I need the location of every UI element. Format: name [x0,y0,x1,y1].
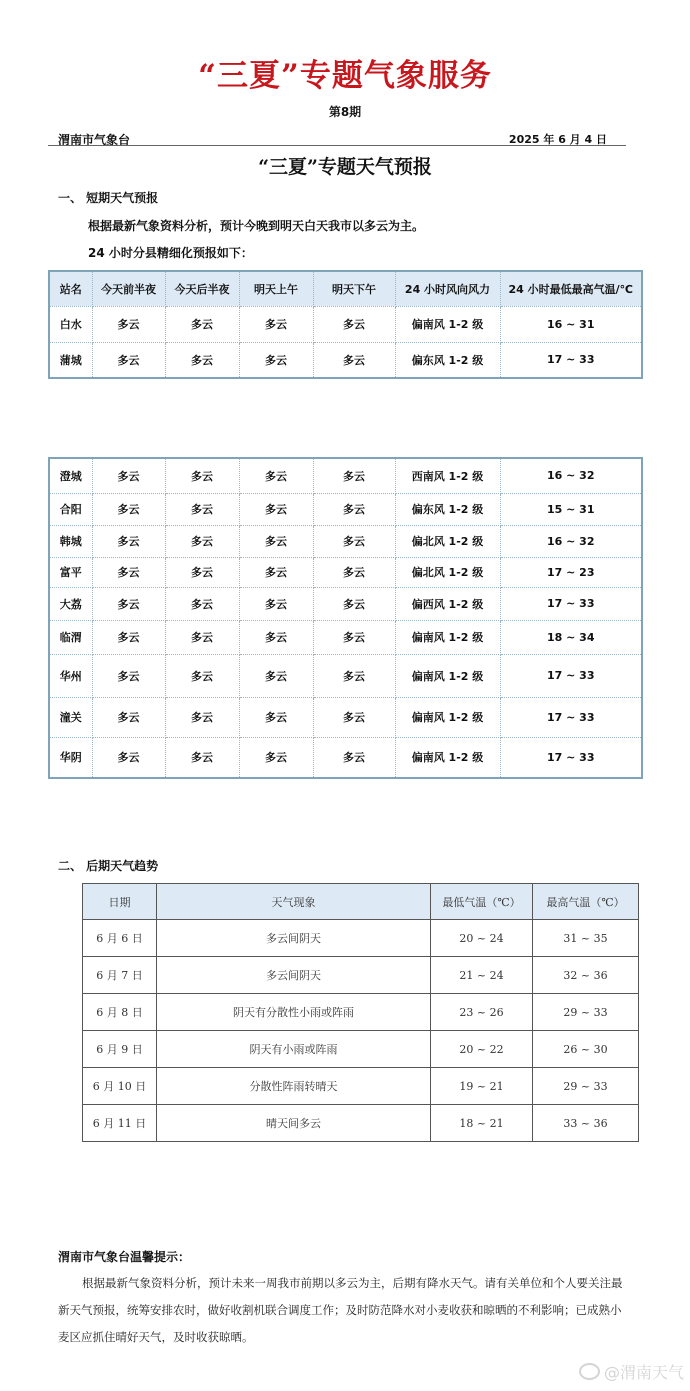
cell-wind: 偏东风 1-2 级 [395,342,500,378]
cell-station: 蒲城 [49,342,92,378]
cell-early-night: 多云 [92,525,165,557]
section1-lead: 24 小时分县精细化预报如下： [88,246,253,260]
cell-tomorrow-afternoon: 多云 [313,458,395,493]
cell-max-temp: 33 ~ 36 [533,1105,639,1142]
cell-tomorrow-morning: 多云 [239,493,313,525]
header-min-temp: 最低气温（℃） [431,884,533,920]
cell-early-night: 多云 [92,587,165,620]
document-title: “三夏”专题气象服务 [198,58,492,94]
cell-max-temp: 32 ~ 36 [533,957,639,994]
cell-date: 6 月 10 日 [83,1068,157,1105]
cell-tomorrow-morning: 多云 [239,557,313,587]
table-row [49,737,642,778]
cell-temperature: 17 ~ 33 [500,342,642,378]
cell-tomorrow-afternoon: 多云 [313,697,395,737]
cell-temperature: 16 ~ 32 [500,458,642,493]
header-weather: 天气现象 [157,884,431,920]
cell-weather: 阴天有小雨或阵雨 [157,1031,431,1068]
forecast-title: “三夏”专题天气预报 [258,156,432,178]
cell-station: 潼关 [49,697,92,737]
cell-station: 华州 [49,654,92,697]
cell-station: 大荔 [49,587,92,620]
cell-tomorrow-afternoon: 多云 [313,493,395,525]
cell-early-night: 多云 [92,697,165,737]
cell-temperature: 17 ~ 33 [500,654,642,697]
cell-tomorrow-afternoon: 多云 [313,654,395,697]
cell-max-temp: 26 ~ 30 [533,1031,639,1068]
cell-late-night: 多云 [165,458,239,493]
cell-tomorrow-morning: 多云 [239,342,313,378]
cell-wind: 西南风 1-2 级 [395,458,500,493]
cell-station: 合阳 [49,493,92,525]
issue-date: 2025 年 6 月 4 日 [508,133,607,146]
header-date: 日期 [83,884,157,920]
cell-tomorrow-afternoon: 多云 [313,737,395,778]
cell-temperature: 17 ~ 23 [500,557,642,587]
county-forecast-table-a [48,270,643,379]
table-header-row [49,271,642,306]
cell-wind: 偏南风 1-2 级 [395,737,500,778]
cell-early-night: 多云 [92,458,165,493]
cell-temperature: 15 ~ 31 [500,493,642,525]
watermark [579,1360,684,1383]
cell-wind: 偏南风 1-2 级 [395,654,500,697]
table-row [49,697,642,737]
cell-station: 临渭 [49,620,92,654]
table-row [83,1105,639,1142]
cell-early-night: 多云 [92,654,165,697]
section2-heading: 二、 后期天气趋势 [58,859,159,873]
header-late-night: 今天后半夜 [165,271,239,306]
table-row [83,957,639,994]
cell-early-night: 多云 [92,493,165,525]
cell-wind: 偏南风 1-2 级 [395,306,500,342]
issue-number: 第8期 [328,105,362,119]
section1-heading: 一、 短期天气预报 [58,191,159,205]
cell-temperature: 17 ~ 33 [500,587,642,620]
weibo-icon [579,1363,600,1380]
cell-wind: 偏北风 1-2 级 [395,557,500,587]
cell-temperature: 18 ~ 34 [500,620,642,654]
cell-station: 白水 [49,306,92,342]
table-row [49,525,642,557]
header-tomorrow-morning: 明天上午 [239,271,313,306]
cell-tomorrow-afternoon: 多云 [313,342,395,378]
cell-temperature: 16 ~ 32 [500,525,642,557]
cell-tomorrow-morning: 多云 [239,697,313,737]
table-row [49,620,642,654]
cell-tomorrow-afternoon: 多云 [313,620,395,654]
cell-min-temp: 23 ~ 26 [431,994,533,1031]
header-station: 站名 [49,271,92,306]
table-row [49,458,642,493]
cell-temperature: 17 ~ 33 [500,697,642,737]
header-temperature: 24 小时最低最高气温/℃ [500,271,642,306]
table-row [83,1068,639,1105]
cell-late-night: 多云 [165,587,239,620]
cell-late-night: 多云 [165,525,239,557]
cell-tomorrow-afternoon: 多云 [313,587,395,620]
cell-station: 富平 [49,557,92,587]
cell-early-night: 多云 [92,737,165,778]
cell-station: 韩城 [49,525,92,557]
cell-date: 6 月 9 日 [83,1031,157,1068]
cell-wind: 偏西风 1-2 级 [395,587,500,620]
cell-wind: 偏南风 1-2 级 [395,620,500,654]
table-row [83,920,639,957]
cell-late-night: 多云 [165,342,239,378]
header-divider [48,145,626,146]
cell-late-night: 多云 [165,654,239,697]
cell-late-night: 多云 [165,557,239,587]
trend-forecast-table [82,883,639,1142]
cell-weather: 阴天有分散性小雨或阵雨 [157,994,431,1031]
cell-wind: 偏南风 1-2 级 [395,697,500,737]
cell-weather: 晴天间多云 [157,1105,431,1142]
cell-late-night: 多云 [165,620,239,654]
cell-station: 华阴 [49,737,92,778]
cell-tomorrow-morning: 多云 [239,587,313,620]
cell-late-night: 多云 [165,697,239,737]
cell-late-night: 多云 [165,737,239,778]
cell-early-night: 多云 [92,620,165,654]
watermark-text: @渭南天气 [603,1363,684,1382]
cell-wind: 偏北风 1-2 级 [395,525,500,557]
cell-wind: 偏东风 1-2 级 [395,493,500,525]
cell-early-night: 多云 [92,306,165,342]
county-forecast-table-b [48,457,643,779]
cell-early-night: 多云 [92,342,165,378]
cell-max-temp: 31 ~ 35 [533,920,639,957]
table-row [49,493,642,525]
section1-intro: 根据最新气象资料分析，预计今晚到明天白天我市以多云为主。 [88,219,425,233]
table-row [49,654,642,697]
cell-min-temp: 18 ~ 21 [431,1105,533,1142]
cell-temperature: 17 ~ 33 [500,737,642,778]
cell-date: 6 月 11 日 [83,1105,157,1142]
cell-station: 澄城 [49,458,92,493]
cell-tomorrow-morning: 多云 [239,458,313,493]
cell-max-temp: 29 ~ 33 [533,1068,639,1105]
header-max-temp: 最高气温（℃） [533,884,639,920]
cell-temperature: 16 ~ 31 [500,306,642,342]
header-tomorrow-afternoon: 明天下午 [313,271,395,306]
cell-tomorrow-morning: 多云 [239,620,313,654]
cell-date: 6 月 7 日 [83,957,157,994]
cell-min-temp: 20 ~ 22 [431,1031,533,1068]
cell-tomorrow-morning: 多云 [239,306,313,342]
cell-min-temp: 19 ~ 21 [431,1068,533,1105]
cell-date: 6 月 8 日 [83,994,157,1031]
table-row [49,342,642,378]
tips-title: 渭南市气象台温馨提示： [58,1250,191,1264]
cell-date: 6 月 6 日 [83,920,157,957]
cell-weather: 多云间阴天 [157,920,431,957]
cell-tomorrow-afternoon: 多云 [313,525,395,557]
table-row [49,557,642,587]
cell-tomorrow-morning: 多云 [239,525,313,557]
table-row [49,306,642,342]
cell-tomorrow-afternoon: 多云 [313,557,395,587]
header-early-night: 今天前半夜 [92,271,165,306]
table-row [49,587,642,620]
tips-text: 根据最新气象资料分析，预计未来一周我市前期以多云为主，后期有降水天气。请有关单位和个人要关注最新天气预报，统筹安排农时，做好收割机联合调度工作；及时防范降水对小麦收获和晾晒的不利影响；已成熟小麦区应抓住晴好天气，及时收获晾晒。 [58,1276,623,1344]
cell-max-temp: 29 ~ 33 [533,994,639,1031]
cell-late-night: 多云 [165,306,239,342]
cell-tomorrow-afternoon: 多云 [313,306,395,342]
cell-weather: 多云间阴天 [157,957,431,994]
table-header-row [83,884,639,920]
cell-tomorrow-morning: 多云 [239,654,313,697]
cell-late-night: 多云 [165,493,239,525]
header-wind: 24 小时风向风力 [395,271,500,306]
table-row [83,1031,639,1068]
issuing-organization: 渭南市气象台 [58,133,131,147]
cell-weather: 分散性阵雨转晴天 [157,1068,431,1105]
cell-early-night: 多云 [92,557,165,587]
cell-min-temp: 20 ~ 24 [431,920,533,957]
cell-min-temp: 21 ~ 24 [431,957,533,994]
table-row [83,994,639,1031]
cell-tomorrow-morning: 多云 [239,737,313,778]
